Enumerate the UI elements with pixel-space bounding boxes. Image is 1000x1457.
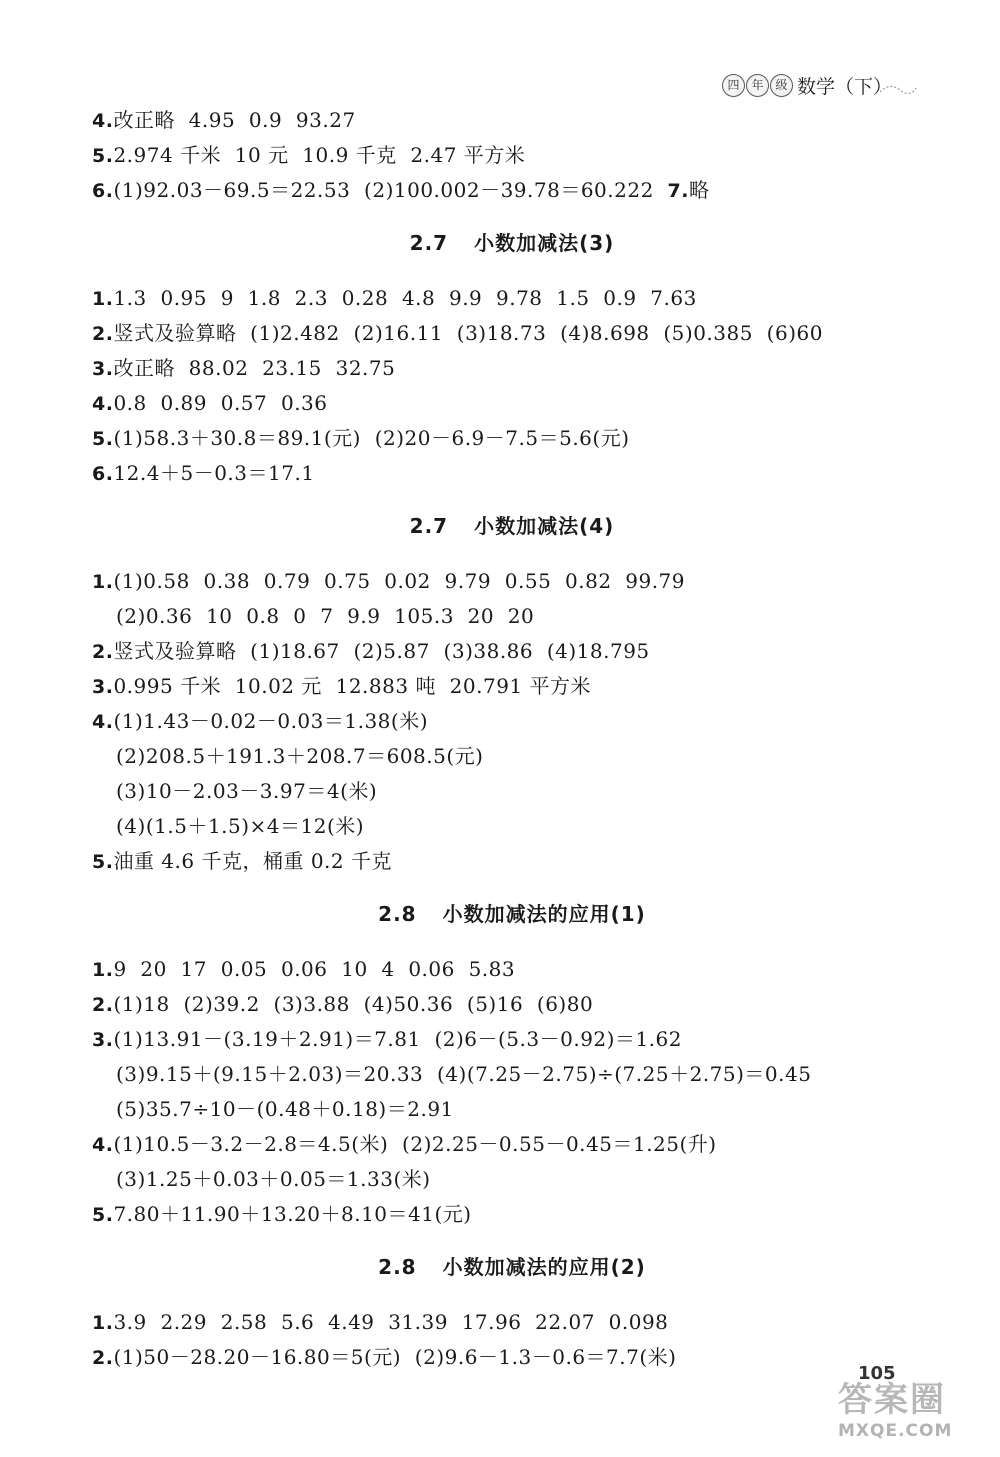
question-number: 5. xyxy=(92,145,114,167)
running-header xyxy=(722,72,892,99)
question-number: 4. xyxy=(92,711,114,733)
question-number: 2. xyxy=(92,1347,114,1369)
answer-line xyxy=(92,1197,932,1232)
answer-line xyxy=(92,1162,932,1197)
question-number: 5. xyxy=(92,851,114,873)
question-number: 1. xyxy=(92,1312,114,1334)
answer-text: 改正略 4.95 0.9 93.27 xyxy=(113,108,356,132)
answer-line xyxy=(92,952,932,987)
question-number: 2. xyxy=(92,641,114,663)
grade-badge xyxy=(722,74,793,97)
question-number: 2. xyxy=(92,323,114,345)
answer-line xyxy=(92,809,932,844)
answer-text: (1)58.3＋30.8＝89.1(元) (2)20－6.9－7.5＝5.6(元) xyxy=(113,426,630,450)
answer-text: (1)10.5－3.2－2.8＝4.5(米) (2)2.25－0.55－0.45＝1.25(升) xyxy=(113,1132,717,1156)
answer-line xyxy=(92,456,932,491)
answer-text: (1)92.03－69.5＝22.53 (2)100.002－39.78＝60.222 xyxy=(113,178,668,202)
section-heading: 小数加减法(4) xyxy=(474,514,615,538)
question-number: 1. xyxy=(92,959,114,981)
question-number: 1. xyxy=(92,571,114,593)
page-number: 105 xyxy=(858,1363,896,1384)
answer-line xyxy=(92,173,932,208)
watermark-logo: 答案圈 xyxy=(838,1380,946,1420)
grade-badge-char: 四 xyxy=(722,74,745,97)
question-number: 6. xyxy=(92,180,114,202)
answer-line xyxy=(92,774,932,809)
subject-title: 数学（下） xyxy=(796,76,892,98)
answer-text: 9 20 17 0.05 0.06 10 4 0.06 5.83 xyxy=(113,957,516,981)
question-number: 3. xyxy=(92,676,114,698)
answer-line xyxy=(92,1305,932,1340)
answer-line xyxy=(92,564,932,599)
section-number: 2.8 xyxy=(378,1255,417,1279)
question-number: 1. xyxy=(92,288,114,310)
question-number: 3. xyxy=(92,1029,114,1051)
answer-line xyxy=(92,351,932,386)
section-heading: 小数加减法(3) xyxy=(474,231,615,255)
answer-line xyxy=(92,1057,932,1092)
answer-line xyxy=(92,704,932,739)
answer-line xyxy=(92,987,932,1022)
answer-text: (1)13.91－(3.19＋2.91)＝7.81 (2)6－(5.3－0.92)＝1.62 xyxy=(113,1027,682,1051)
answer-text: 油重 4.6 千克，桶重 0.2 千克 xyxy=(113,849,392,873)
answer-line xyxy=(92,138,932,173)
answer-line xyxy=(92,281,932,316)
answer-text: (2)0.36 10 0.8 0 7 9.9 105.3 20 20 xyxy=(116,604,535,628)
answer-text: 竖式及验算略 (1)18.67 (2)5.87 (3)38.86 (4)18.795 xyxy=(113,639,650,663)
question-number: 5. xyxy=(92,1204,114,1226)
answer-text: 略 xyxy=(688,178,710,202)
answer-line xyxy=(92,739,932,774)
answer-line xyxy=(92,421,932,456)
answer-text: 1.3 0.95 9 1.8 2.3 0.28 4.8 9.9 9.78 1.5 0.9 7.63 xyxy=(113,286,697,310)
answer-text: 7.80＋11.90＋13.20＋8.10＝41(元) xyxy=(113,1202,472,1226)
answer-text: 竖式及验算略 (1)2.482 (2)16.11 (3)18.73 (4)8.698 (5)0.385 (6)60 xyxy=(113,321,823,345)
answer-line xyxy=(92,669,932,704)
section-title xyxy=(92,897,932,932)
section-title xyxy=(92,226,932,261)
section-number: 2.7 xyxy=(409,514,449,538)
question-number: 7. xyxy=(667,180,689,202)
answer-text: (2)208.5＋191.3＋208.7＝608.5(元) xyxy=(116,744,484,768)
answer-line xyxy=(92,844,932,879)
answer-text: 3.9 2.29 2.58 5.6 4.49 31.39 17.96 22.07 0.098 xyxy=(113,1310,669,1334)
grade-badge-char: 级 xyxy=(770,74,793,97)
grade-badge-char: 年 xyxy=(746,74,769,97)
answer-line xyxy=(92,634,932,669)
answer-line xyxy=(92,386,932,421)
section-number: 2.7 xyxy=(409,231,449,255)
answer-line xyxy=(92,1340,932,1375)
question-number: 5. xyxy=(92,428,114,450)
answer-line xyxy=(92,1022,932,1057)
watermark-url: MXQE.COM xyxy=(838,1421,953,1441)
answer-text: 改正略 88.02 23.15 32.75 xyxy=(113,356,396,380)
answer-text: (3)1.25＋0.03＋0.05＝1.33(米) xyxy=(116,1167,431,1191)
answer-content xyxy=(92,103,932,1375)
question-number: 6. xyxy=(92,463,114,485)
answer-text: (5)35.7÷10－(0.48＋0.18)＝2.91 xyxy=(116,1097,454,1121)
answer-line xyxy=(92,1092,932,1127)
answer-text: (1)0.58 0.38 0.79 0.75 0.02 9.79 0.55 0.82 99.79 xyxy=(113,569,686,593)
watermark xyxy=(838,1380,988,1454)
question-number: 4. xyxy=(92,1134,114,1156)
section-heading: 小数加减法的应用(2) xyxy=(442,1255,646,1279)
answer-text: (1)1.43－0.02－0.03＝1.38(米) xyxy=(113,709,429,733)
section-number: 2.8 xyxy=(378,902,417,926)
answer-text: (3)9.15＋(9.15＋2.03)＝20.33 (4)(7.25－2.75)÷(7.25＋2.75)＝0.45 xyxy=(116,1062,812,1086)
answer-text: (3)10－2.03－3.97＝4(米) xyxy=(116,779,378,803)
answer-line xyxy=(92,599,932,634)
answer-text: 2.974 千米 10 元 10.9 千克 2.47 平方米 xyxy=(113,143,526,167)
answer-text: (1)18 (2)39.2 (3)3.88 (4)50.36 (5)16 (6)80 xyxy=(113,992,594,1016)
answer-line xyxy=(92,316,932,351)
section-title xyxy=(92,509,932,544)
answer-text: 0.995 千米 10.02 元 12.883 吨 20.791 平方米 xyxy=(113,674,591,698)
answer-text: (1)50－28.20－16.80＝5(元) (2)9.6－1.3－0.6＝7.7(米) xyxy=(113,1345,677,1369)
question-number: 2. xyxy=(92,994,114,1016)
section-title xyxy=(92,1250,932,1285)
answer-line xyxy=(92,103,932,138)
answer-text: 0.8 0.89 0.57 0.36 xyxy=(113,391,328,415)
header-decoration-icon xyxy=(878,78,918,96)
section-heading: 小数加减法的应用(1) xyxy=(442,902,646,926)
question-number: 3. xyxy=(92,358,114,380)
question-number: 4. xyxy=(92,393,114,415)
answer-text: 12.4＋5－0.3＝17.1 xyxy=(113,461,315,485)
answer-line xyxy=(92,1127,932,1162)
answer-text: (4)(1.5＋1.5)×4＝12(米) xyxy=(116,814,365,838)
question-number: 4. xyxy=(92,110,114,132)
